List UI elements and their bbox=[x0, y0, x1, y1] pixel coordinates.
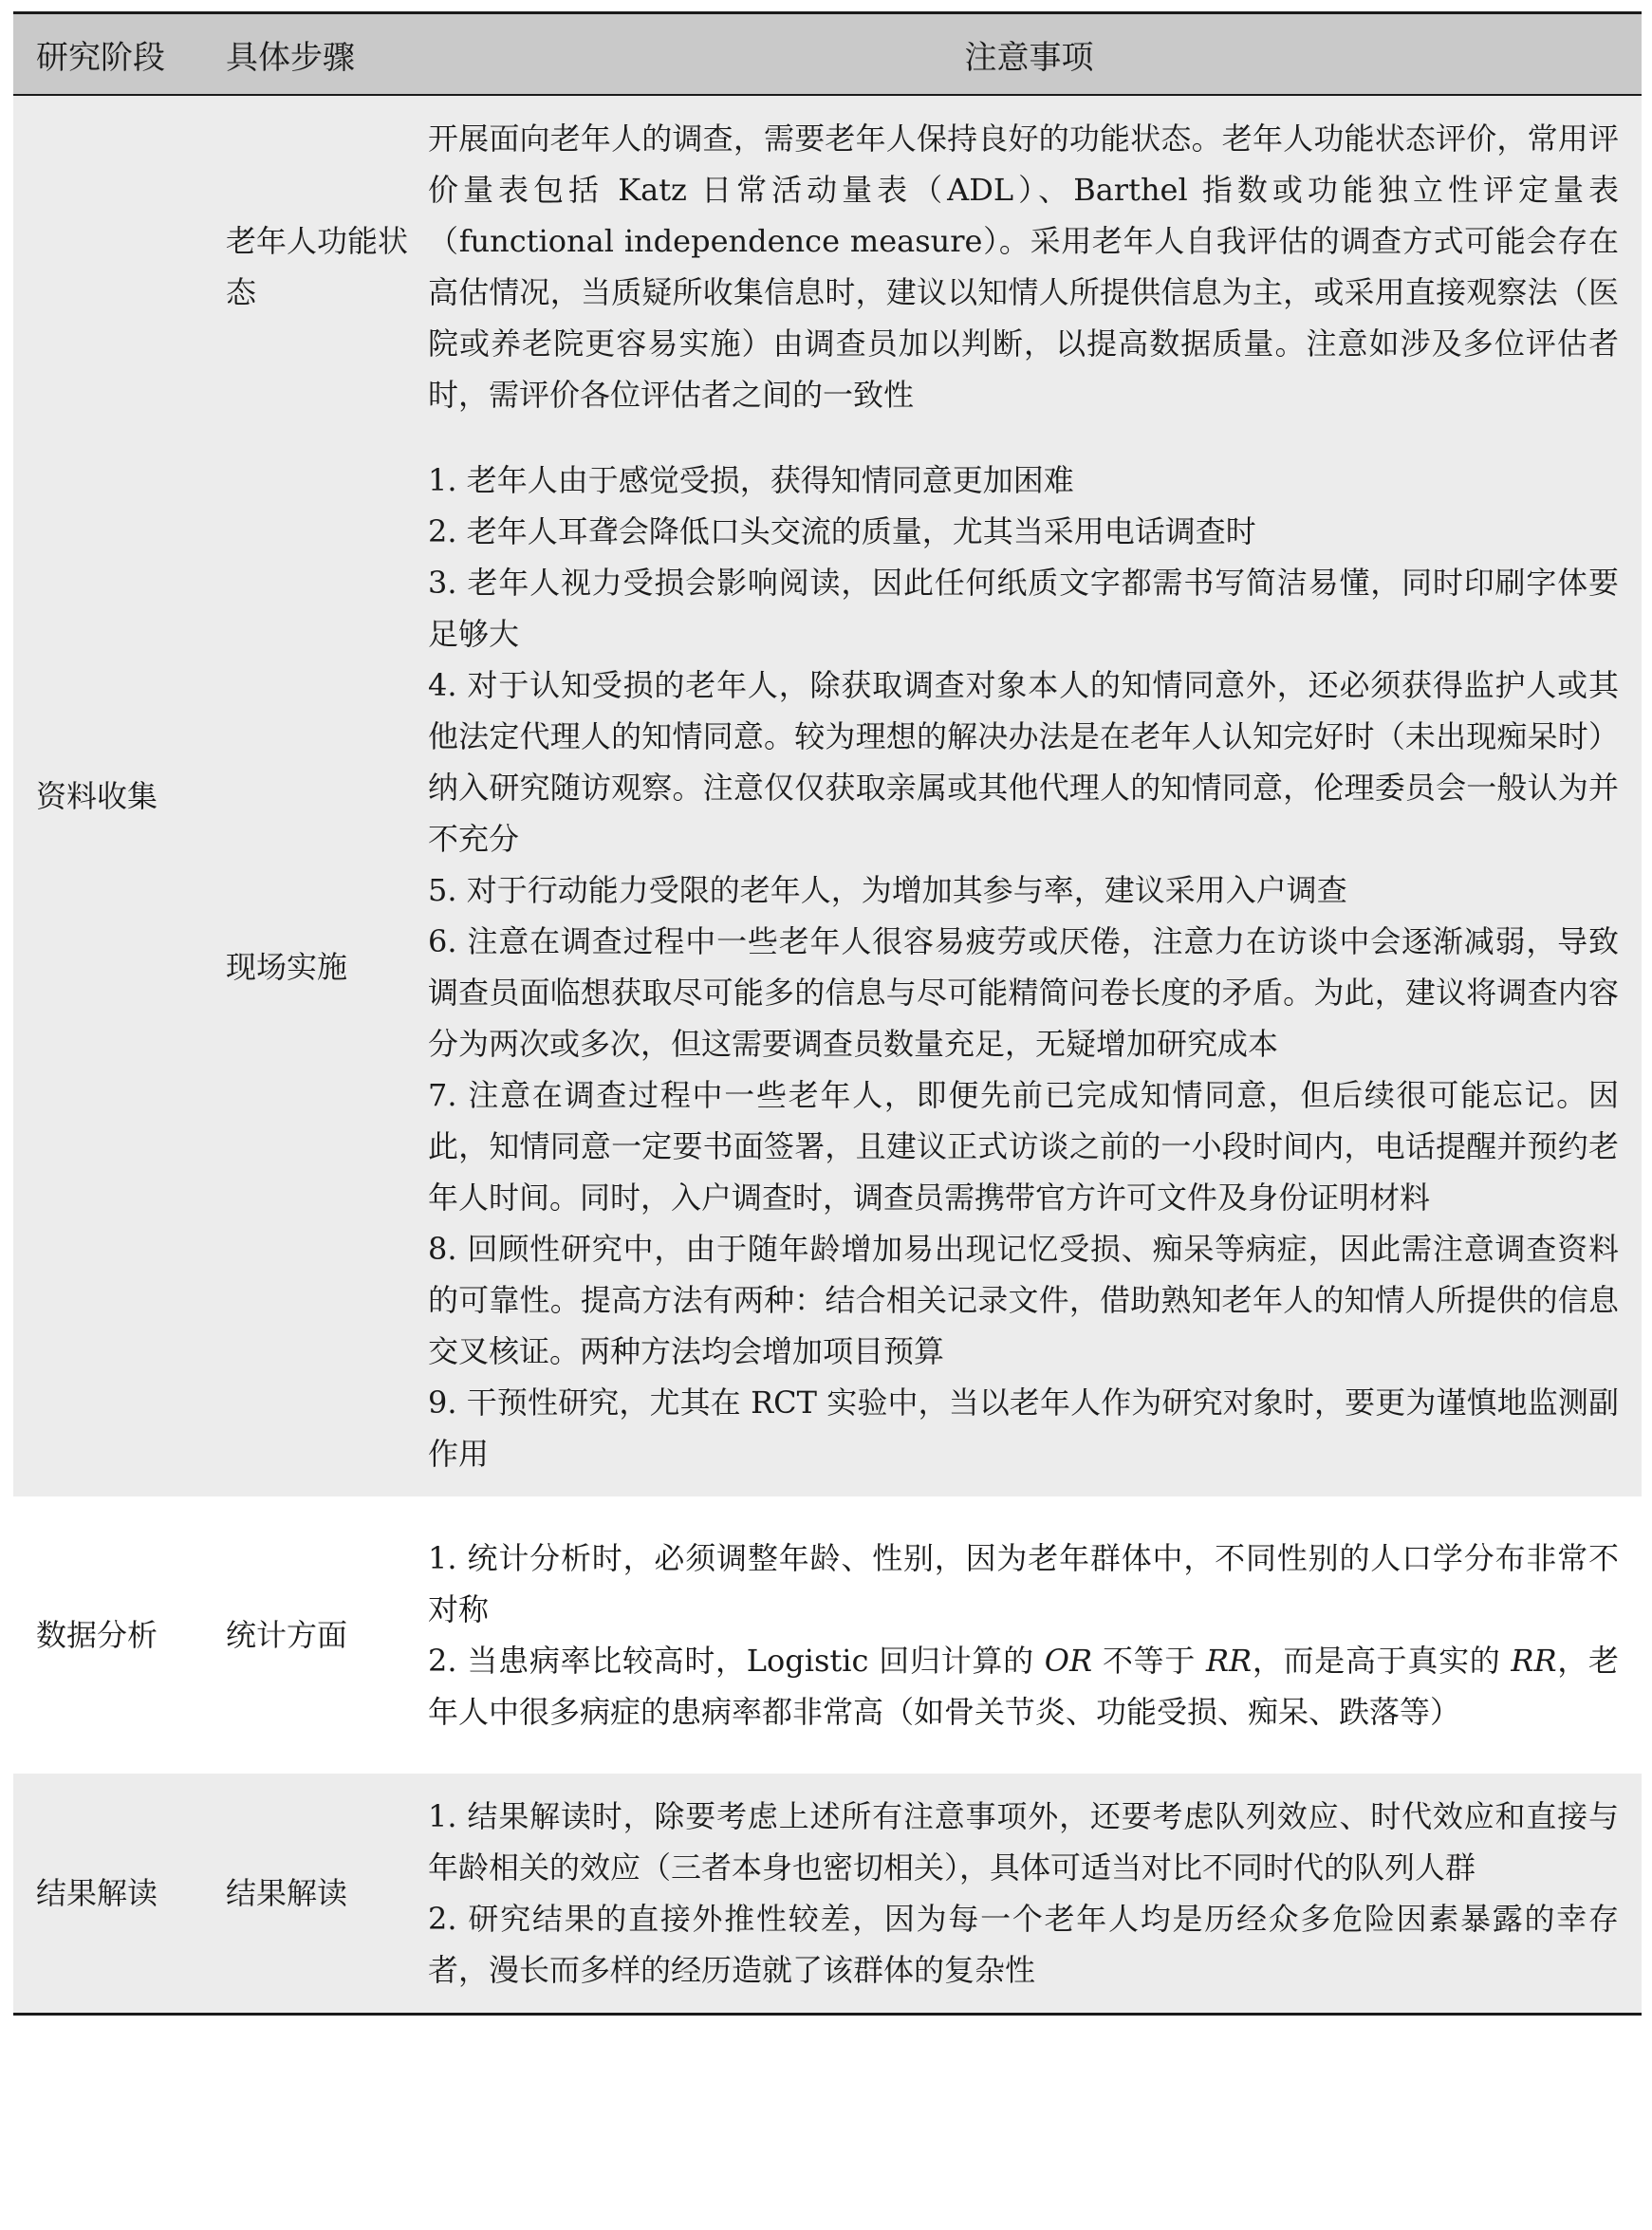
list-item: 5. 对于行动能力受限的老年人，为增加其参与率，建议采用入户调查 bbox=[428, 872, 1347, 908]
list-item: 9. 干预性研究，尤其在 RCT 实验中，当以老年人作为研究对象时，要更为谨慎地监测副作用 bbox=[428, 1384, 1619, 1472]
notes-result-interpretation bbox=[417, 1774, 1642, 2015]
list-item: 1. 结果解读时，除要考虑上述所有注意事项外，还要考虑队列效应、时代效应和直接与年龄相关的效应（三者本身也密切相关），具体可适当对比不同时代的队列人群 bbox=[428, 1798, 1619, 1886]
step-field-implementation: 现场实施 bbox=[203, 437, 417, 1496]
rr-term: RR bbox=[1511, 1643, 1557, 1679]
list-item: 8. 回顾性研究中，由于随年龄增加易出现记忆受损、痴呆等病症，因此需注意调查资料的可靠性。提高方法有两种：结合相关记录文件，借助熟知老年人的知情人所提供的信息交叉核证。两种方法均会增加项目预算 bbox=[428, 1231, 1619, 1369]
list-item bbox=[428, 1635, 1619, 1738]
notes-functional-status bbox=[417, 95, 1642, 437]
step-statistics: 统计方面 bbox=[203, 1515, 417, 1755]
table-page bbox=[13, 11, 1642, 2016]
text-segment: ，老年人中很多病症的患病率都非常高（如骨关节炎、功能受损、痴呆、跌落等） bbox=[428, 1643, 1619, 1730]
list-item: 4. 对于认知受损的老年人，除获取调查对象本人的知情同意外，还必须获得监护人或其他法定代理人的知情同意。较为理想的解决办法是在老年人认知完好时（未出现痴呆时）纳入研究随访观察。注意仅仅获取亲属或其他代理人的知情同意，伦理委员会一般认为并不充分 bbox=[428, 667, 1619, 857]
header-research-stage: 研究阶段 bbox=[13, 13, 203, 96]
step-functional-status: 老年人功能状态 bbox=[203, 95, 417, 437]
list-item: 2. 研究结果的直接外推性较差，因为每一个老年人均是历经众多危险因素暴露的幸存者，漫长而多样的经历造就了该群体的复杂性 bbox=[428, 1901, 1619, 1988]
stage-result-interpretation: 结果解读 bbox=[13, 1774, 203, 2015]
or-term: OR bbox=[1044, 1643, 1093, 1679]
text-segment: 2. 当患病率比较高时，Logistic 回归计算的 bbox=[428, 1643, 1045, 1679]
list-item: 7. 注意在调查过程中一些老年人，即便先前已完成知情同意，但后续很可能忘记。因此，知情同意一定要书面签署，且建议正式访谈之前的一小段时间内，电话提醒并预约老年人时间。同时，入户调查时，调查员需携带官方许可文件及身份证明材料 bbox=[428, 1077, 1619, 1216]
stage-data-collection: 资料收集 bbox=[13, 95, 203, 1496]
table-row bbox=[13, 95, 1642, 437]
considerations-table bbox=[13, 11, 1642, 2016]
text-segment: ，而是高于真实的 bbox=[1252, 1643, 1512, 1679]
table-row bbox=[13, 437, 1642, 1496]
rr-term: RR bbox=[1205, 1643, 1253, 1679]
step-result-interpretation: 结果解读 bbox=[203, 1774, 417, 2015]
table-header-row bbox=[13, 13, 1642, 96]
header-notes: 注意事项 bbox=[417, 13, 1642, 96]
table-row bbox=[13, 1774, 1642, 2015]
list-item: 6. 注意在调查过程中一些老年人很容易疲劳或厌倦，注意力在访谈中会逐渐减弱，导致调查员面临想获取尽可能多的信息与尽可能精简问卷长度的矛盾。为此，建议将调查内容分为两次或多次，但这需要调查员数量充足，无疑增加研究成本 bbox=[428, 923, 1619, 1062]
list-item: 2. 老年人耳聋会降低口头交流的质量，尤其当采用电话调查时 bbox=[428, 513, 1256, 549]
row-separator bbox=[13, 1755, 1642, 1774]
functional-status-text: 开展面向老年人的调查，需要老年人保持良好的功能状态。老年人功能状态评价，常用评价量表包括 Katz 日常活动量表（ADL）、Barthel 指数或功能独立性评定量表（functional independence measure）。采用老年人自我评估的调查方式可能会存在高估情况，当质疑所收集信息时，建议以知情人所提供信息为主，或采用直接观察法（医院或养老院更容易实施）由调查员加以判断，以提高数据质量。注意如涉及多位评估者时，需评价各位评估者之间的一致性 bbox=[428, 121, 1619, 413]
notes-statistics bbox=[417, 1515, 1642, 1755]
list-item: 1. 老年人由于感觉受损，获得知情同意更加困难 bbox=[428, 462, 1074, 498]
text-segment: 不等于 bbox=[1092, 1643, 1206, 1679]
header-specific-step: 具体步骤 bbox=[203, 13, 417, 96]
list-item: 3. 老年人视力受损会影响阅读，因此任何纸质文字都需书写简洁易懂，同时印刷字体要足够大 bbox=[428, 565, 1619, 652]
row-separator bbox=[13, 1496, 1642, 1515]
list-item: 1. 统计分析时，必须调整年龄、性别，因为老年群体中，不同性别的人口学分布非常不对称 bbox=[428, 1540, 1619, 1627]
table-row bbox=[13, 1515, 1642, 1755]
stage-data-analysis: 数据分析 bbox=[13, 1515, 203, 1755]
notes-field-implementation bbox=[417, 437, 1642, 1496]
